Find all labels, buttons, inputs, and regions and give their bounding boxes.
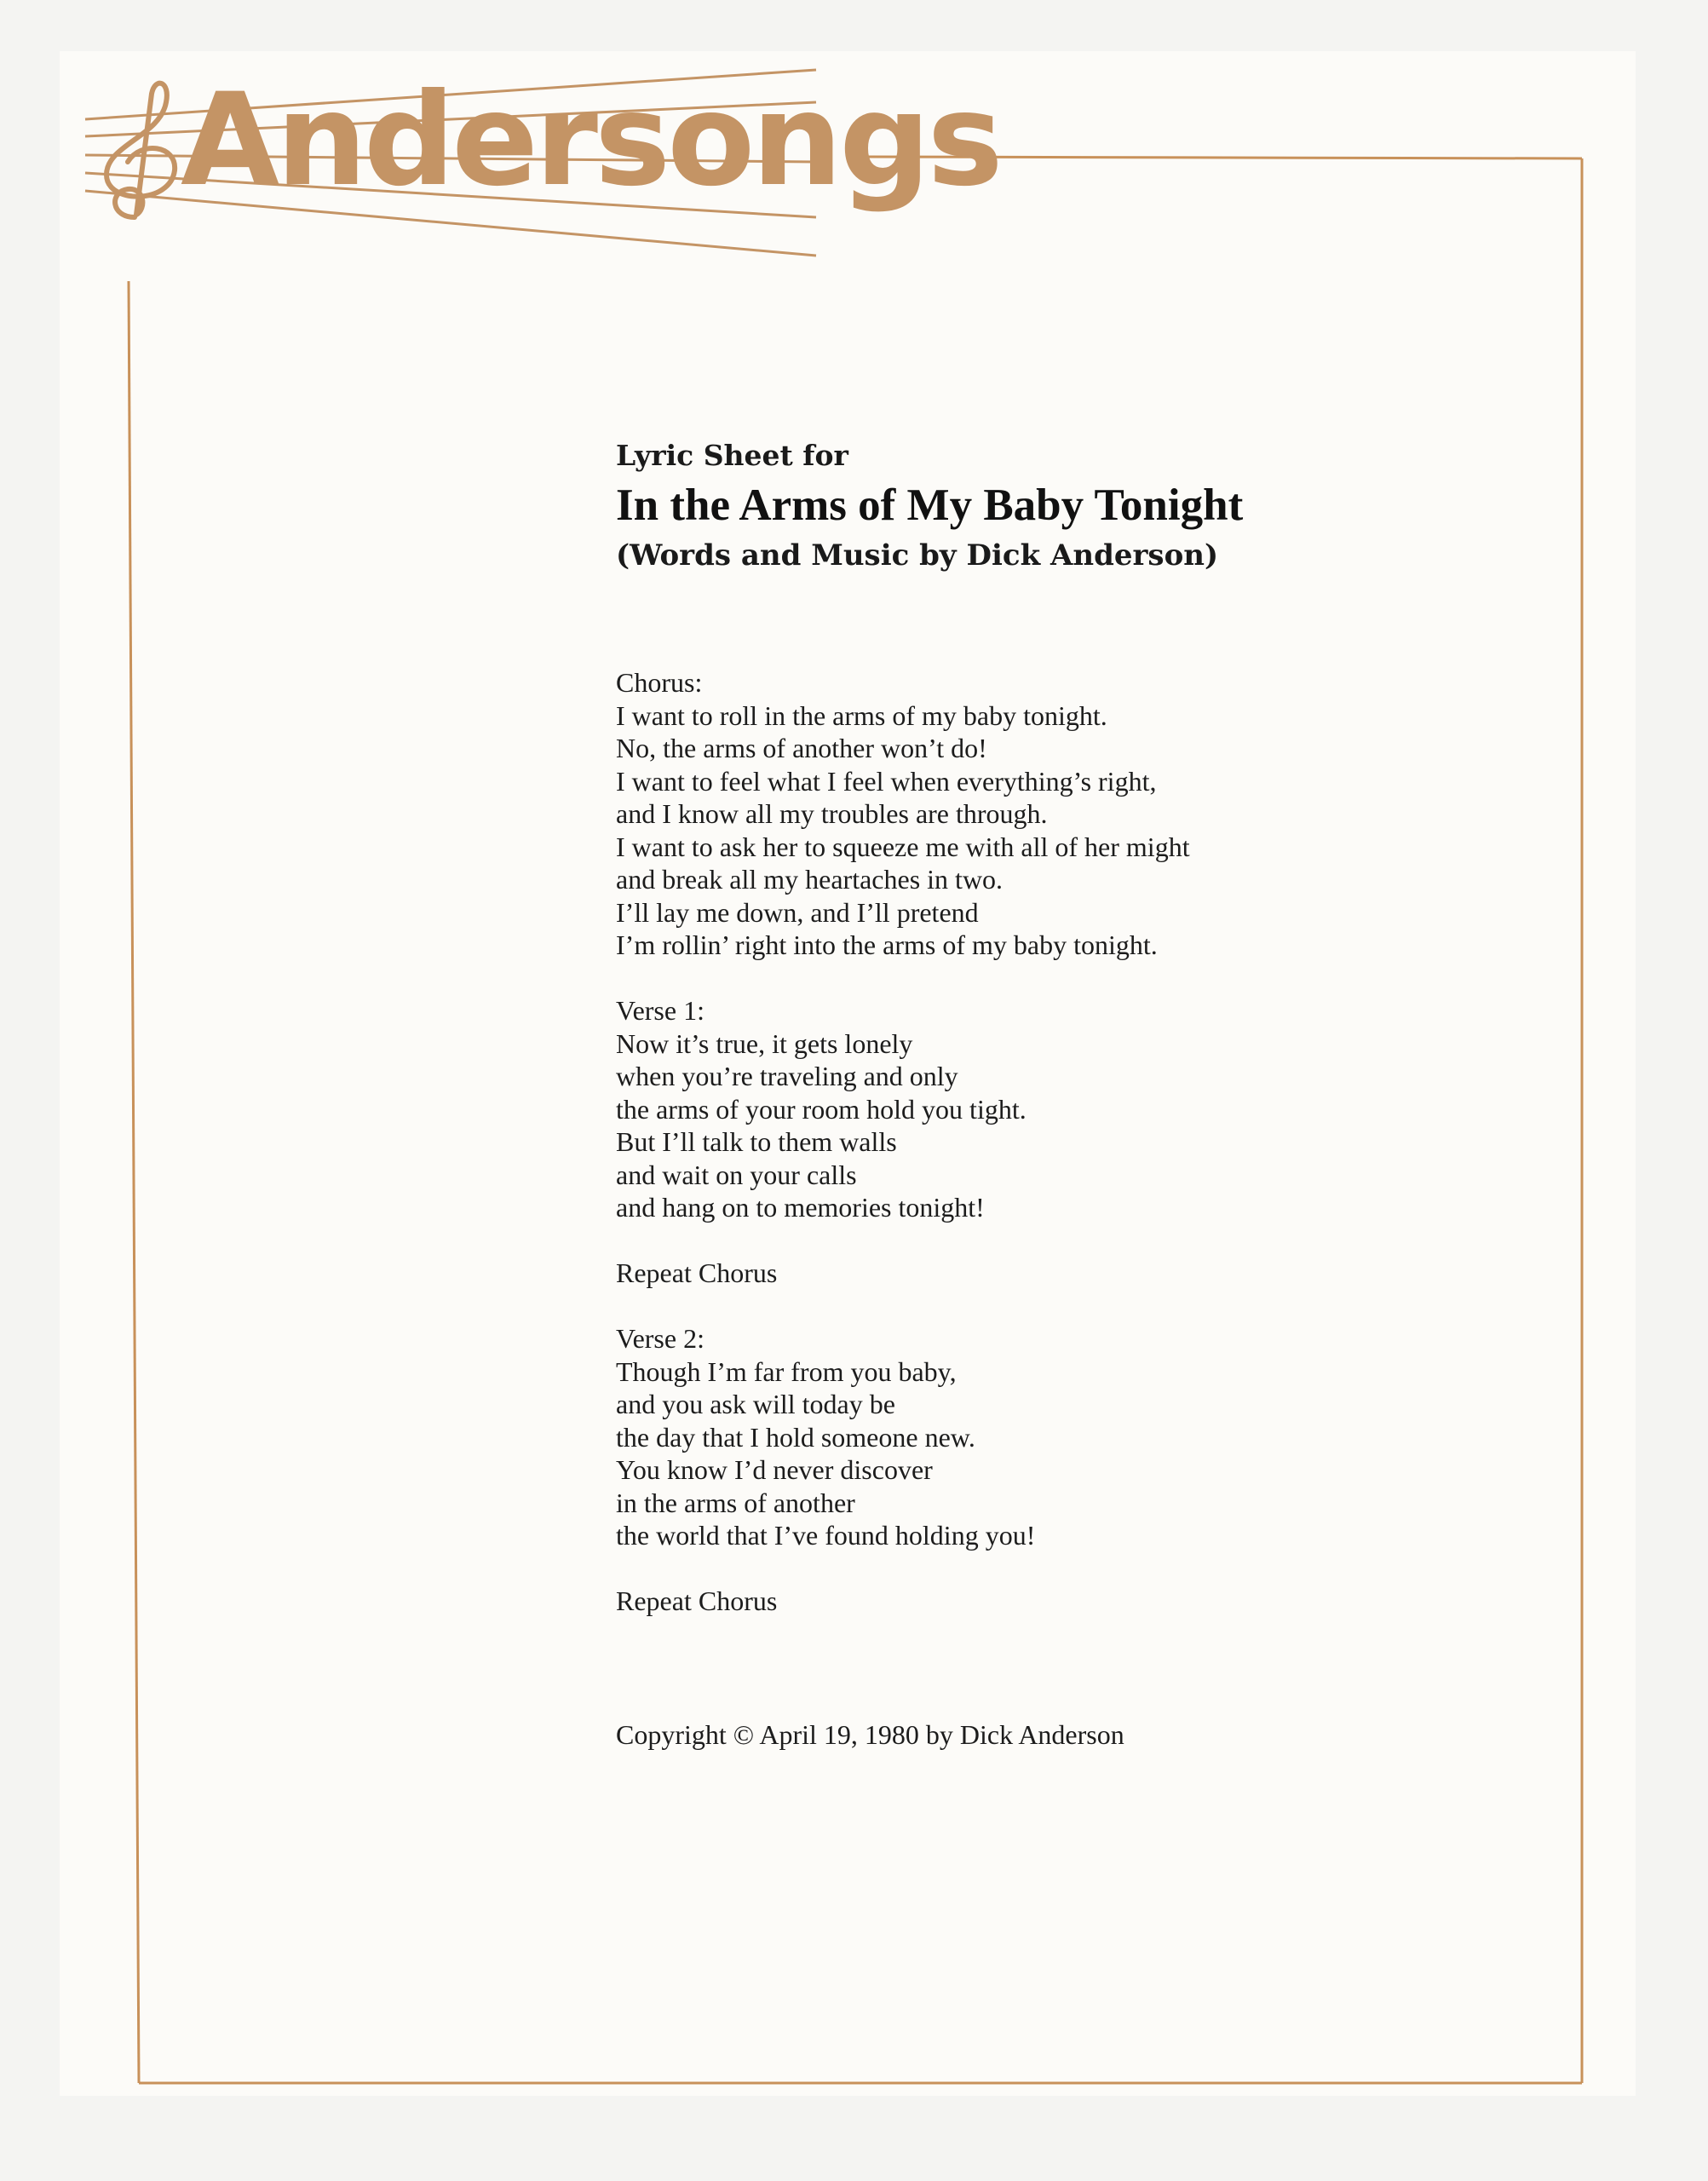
song-credit: (Words and Music by Dick Anderson) xyxy=(616,538,1219,573)
song-title: In the Arms of My Baby Tonight xyxy=(616,481,1244,530)
lyric-line: the world that I’ve found holding you! xyxy=(616,1520,1036,1551)
lyrics-body xyxy=(616,666,1190,1618)
lyric-line: You know I’d never discover xyxy=(616,1454,933,1485)
lyric-line: Though I’m far from you baby, xyxy=(616,1355,957,1387)
section-label-verse-1: Verse 1: xyxy=(616,995,704,1026)
stanza-gap xyxy=(616,1224,1190,1257)
lyric-line: I want to feel what I feel when everything’s right, xyxy=(616,765,1157,797)
stanza-gap xyxy=(616,1552,1190,1585)
copyright-notice: Copyright © April 19, 1980 by Dick Anderson xyxy=(616,1719,1124,1750)
lyric-line: But I’ll talk to them walls xyxy=(616,1126,897,1157)
stanza-gap xyxy=(616,962,1190,995)
section-label-repeat-chorus: Repeat Chorus xyxy=(616,1257,778,1288)
logo-wordmark: Andersongs xyxy=(181,66,1000,215)
lyric-line: and I know all my troubles are through. xyxy=(616,798,1048,829)
section-label-repeat-chorus: Repeat Chorus xyxy=(616,1585,778,1616)
lyric-line: and break all my heartaches in two. xyxy=(616,864,1004,895)
lyric-line: Now it’s true, it gets lonely xyxy=(616,1027,913,1059)
lyric-line: and wait on your calls xyxy=(616,1159,857,1190)
section-label-verse-2: Verse 2: xyxy=(616,1323,704,1354)
lyric-line: the day that I hold someone new. xyxy=(616,1421,975,1453)
lyric-line: I want to roll in the arms of my baby tonight. xyxy=(616,699,1107,731)
lyric-line: in the arms of another xyxy=(616,1487,855,1518)
lyric-line: the arms of your room hold you tight. xyxy=(616,1093,1027,1125)
lyric-line: I want to ask her to squeeze me with all of her might xyxy=(616,831,1190,862)
lyric-line: and you ask will today be xyxy=(616,1389,895,1419)
stanza-gap xyxy=(616,1290,1190,1323)
lyric-line: No, the arms of another won’t do! xyxy=(616,733,987,763)
lyric-line: I’ll lay me down, and I’ll pretend xyxy=(616,896,979,928)
lyric-line: when you’re traveling and only xyxy=(616,1061,958,1091)
sheet-intro: Lyric Sheet for xyxy=(616,439,848,472)
lyric-line: and hang on to memories tonight! xyxy=(616,1192,985,1223)
section-label-chorus: Chorus: xyxy=(616,667,703,698)
lyric-line: I’m rollin’ right into the arms of my baby tonight. xyxy=(616,929,1158,960)
